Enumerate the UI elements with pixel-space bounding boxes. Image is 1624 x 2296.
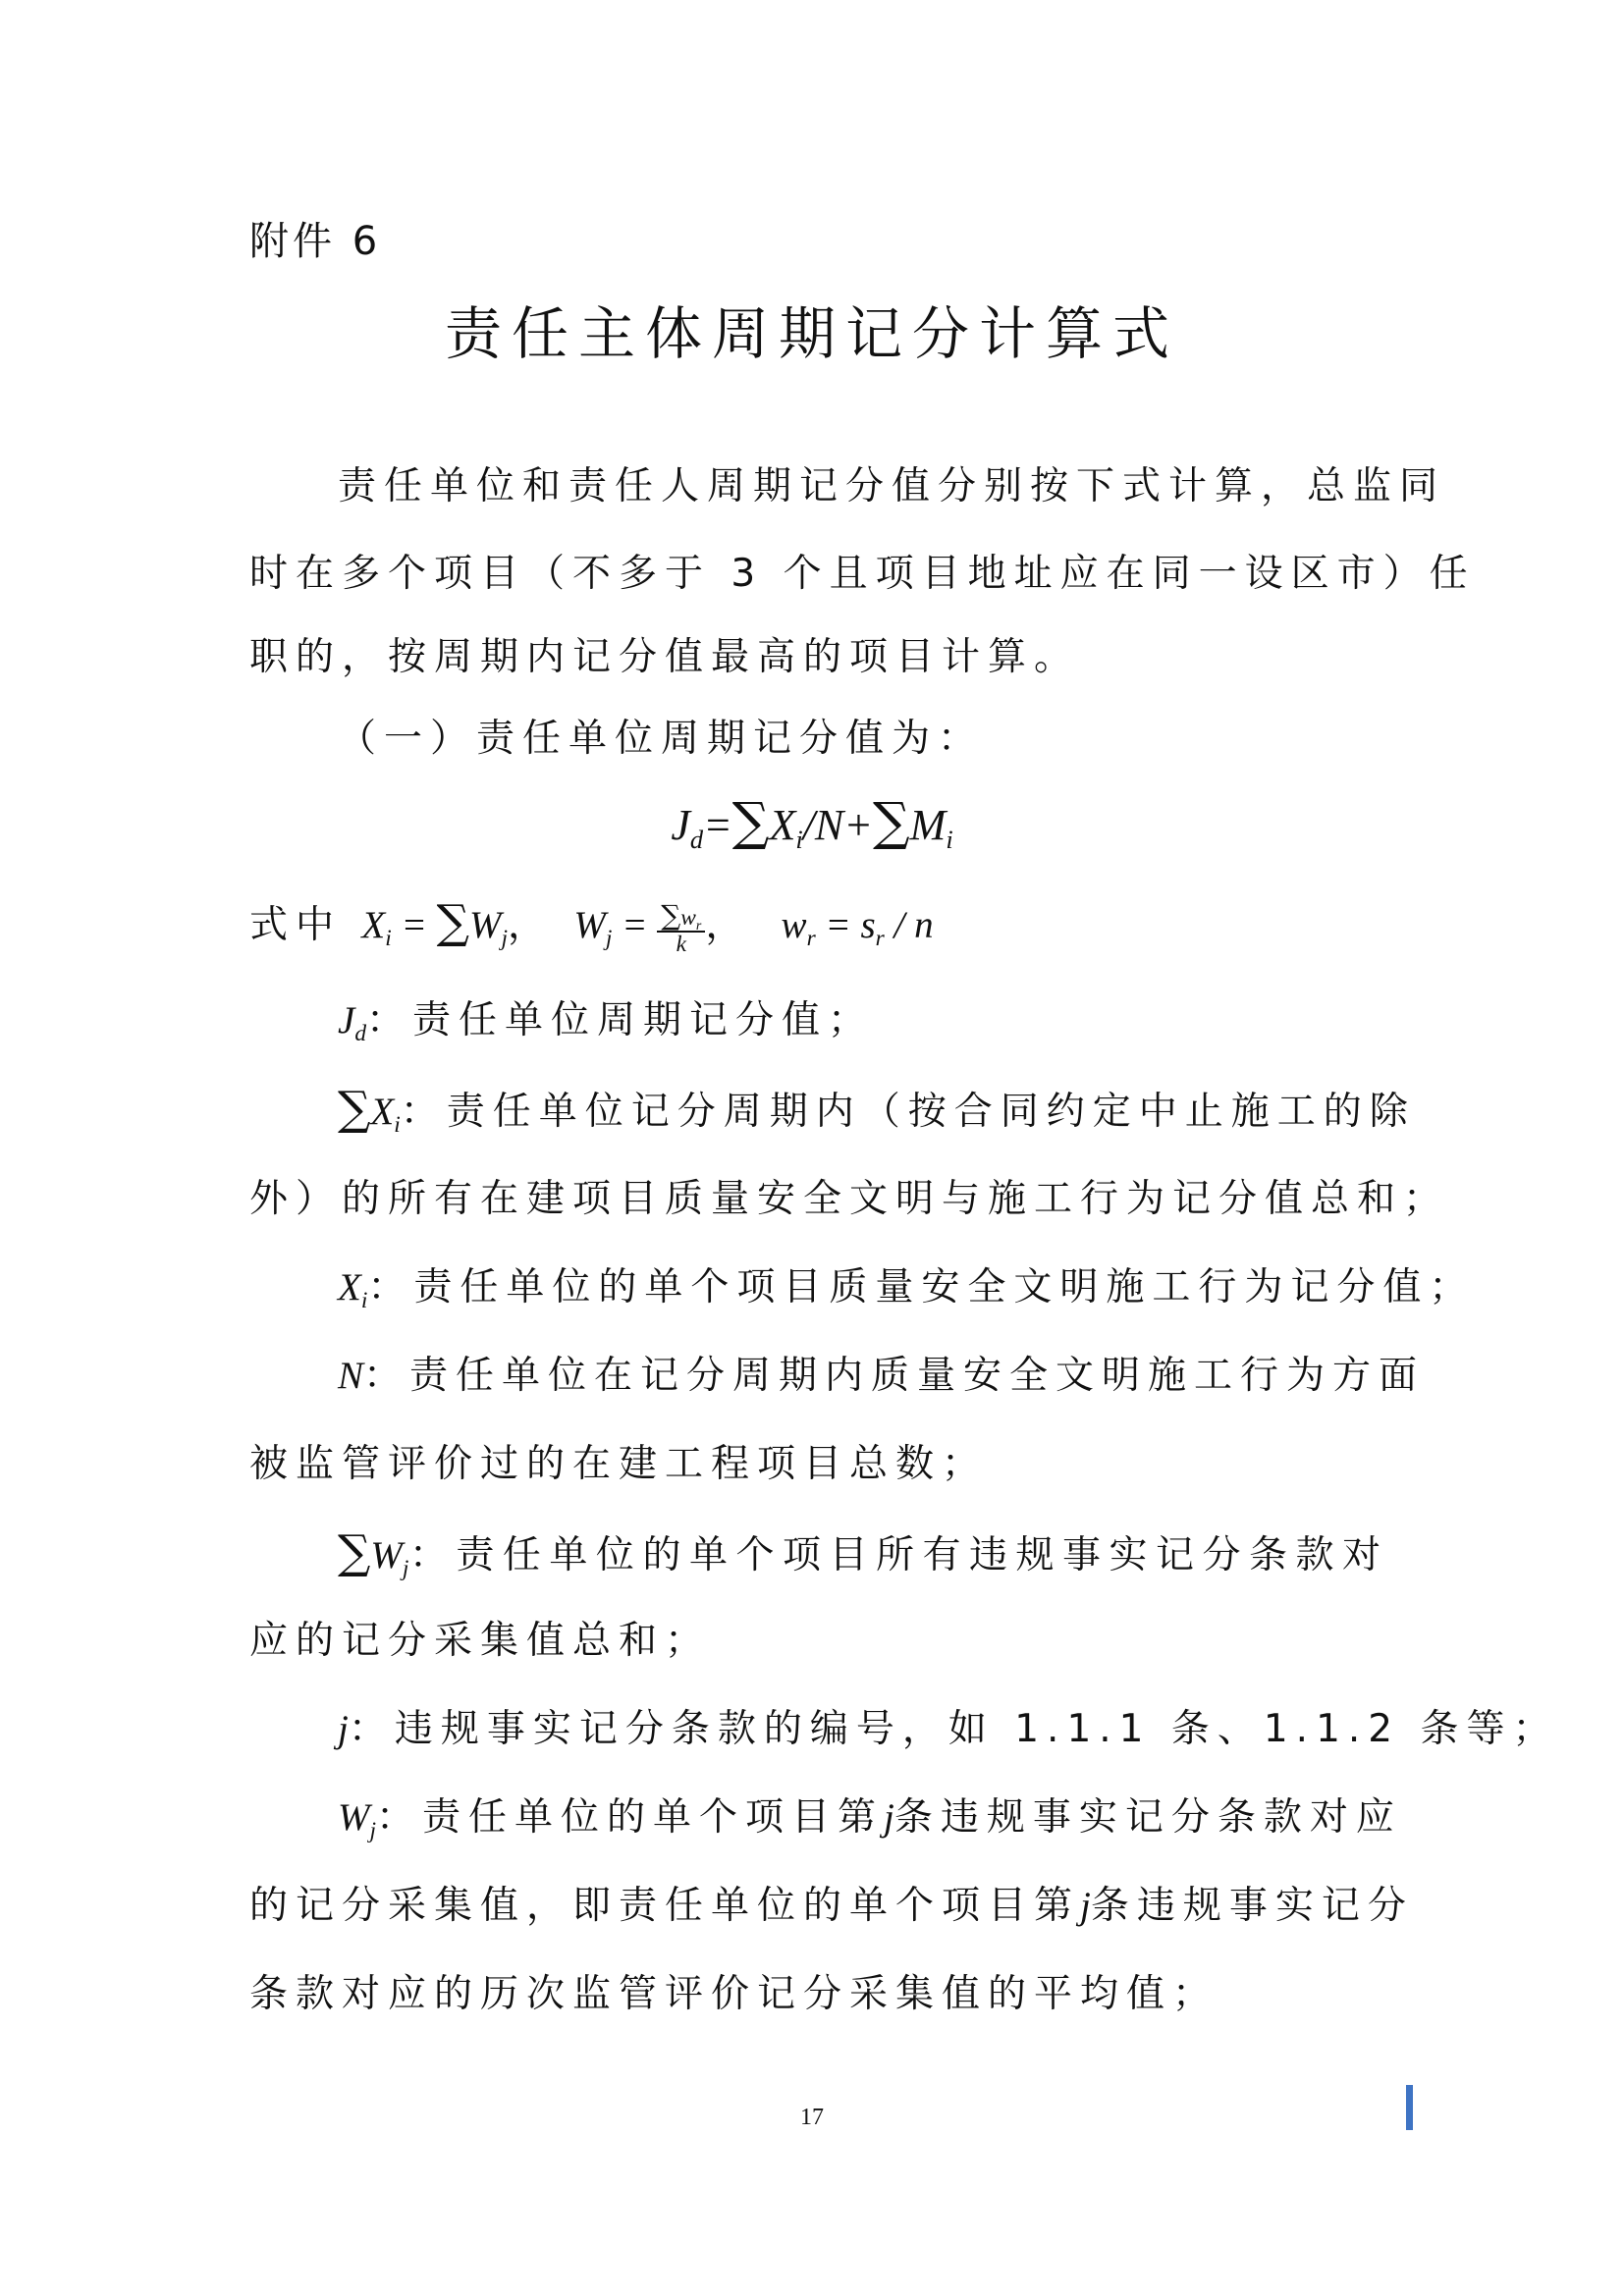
definition-n-cont: 被监管评价过的在建工程项目总数； [249, 1442, 989, 1486]
definition-wj-cont-2: 条款对应的历次监管评价记分采集值的平均值； [249, 1972, 1219, 2016]
definition-sum-wj: $\sum W_j$：责任单位的单个项目所有违规事实记分条款对 [338, 1526, 1388, 1582]
definition-xi: $X_i$：责任单位的单个项目质量安全文明施工行为记分值； [338, 1265, 1476, 1314]
formula-wr: $w_r = s_r / n$ [771, 904, 934, 952]
section-heading: （一）责任单位周期记分值为： [338, 717, 985, 761]
annex-label: 附件 6 [249, 219, 382, 264]
definition-text: ：责任单位在记分周期内质量安全文明施工行为方面 [363, 1354, 1426, 1398]
definition-j: j：违规事实记分条款的编号，如 1.1.1 条、1.1.2 条等； [338, 1707, 1559, 1751]
definition-wj-cont: 的记分采集值，即责任单位的单个项目第j条违规事实记分 [249, 1884, 1414, 1928]
formula-wj: $W_j$ = $\frac{\sum w_r}{k}$ [573, 904, 705, 946]
where-prefix: 式中 [249, 903, 343, 947]
definition-text: ：违规事实记分条款的编号，如 1.1.1 条、1.1.2 条等； [348, 1707, 1559, 1751]
page-number: 17 [800, 2105, 824, 2130]
definition-text: ：责任单位的单个项目所有违规事实记分条款对 [408, 1533, 1388, 1577]
intro-line-1: 责任单位和责任人周期记分值分别按下式计算，总监同 [338, 464, 1446, 508]
intro-line-3: 职的，按周期内记分值最高的项目计算。 [249, 635, 1081, 679]
definition-n: N：责任单位在记分周期内质量安全文明施工行为方面 [338, 1354, 1426, 1398]
definition-sum-wj-cont: 应的记分采集值总和； [249, 1619, 712, 1663]
intro-line-2: 时在多个项目（不多于 3 个且项目地址应在同一设区市）任 [249, 552, 1476, 596]
main-formula: $J_d=\sum X_i/N+\sum M_i$ [671, 792, 953, 855]
definition-sum-xi-cont: 外）的所有在建项目质量安全文明与施工行为记分值总和； [249, 1177, 1450, 1221]
definition-text: ：责任单位的单个项目质量安全文明施工行为记分值； [367, 1265, 1476, 1309]
definition-wj: $W_j$：责任单位的单个项目第j条违规事实记分条款对应 [338, 1795, 1402, 1844]
formula-xi: $X_i = \sum W_j$ [361, 896, 508, 952]
definition-sum-xi: $\sum X_i$：责任单位记分周期内（按合同约定中止施工的除 [338, 1083, 1416, 1139]
definition-text: ：责任单位记分周期内（按合同约定中止施工的除 [400, 1090, 1416, 1134]
definition-text: ：责任单位周期记分值； [366, 998, 875, 1042]
definition-jd: $J_d$：责任单位周期记分值； [338, 998, 875, 1047]
margin-marker [1406, 2085, 1413, 2130]
where-line: 式中 $X_i = \sum W_j$， $W_j$ = $\frac{\sum w_r}{k}$ ， $w_r = s_r / n$ [249, 896, 934, 957]
page-title: 责任主体周期记分计算式 [444, 300, 1179, 367]
